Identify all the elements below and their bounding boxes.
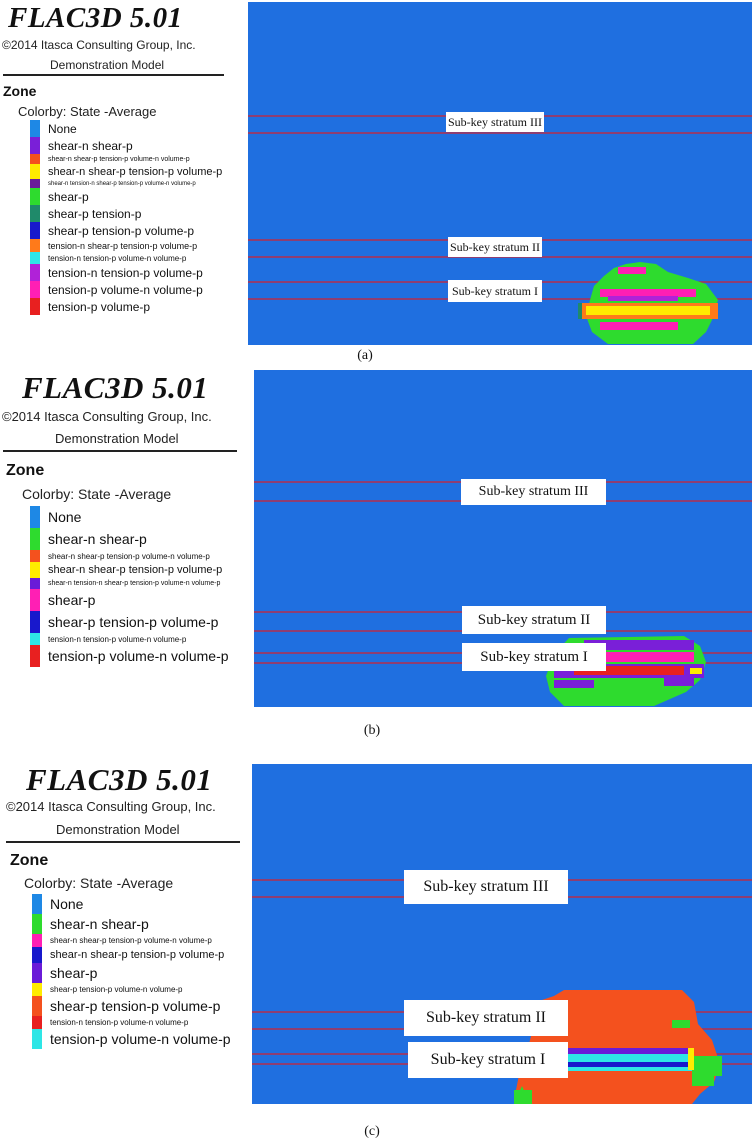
- stratum-label-ii: Sub-key stratum II: [448, 237, 542, 257]
- legend-swatch: [30, 645, 40, 667]
- legend-swatch: [30, 164, 40, 179]
- panel-b: [0, 370, 754, 748]
- legend-swatch: [30, 298, 40, 315]
- legend-label: shear-n shear-p tension-p volume-p: [48, 564, 223, 576]
- copyright-text: ©2014 Itasca Consulting Group, Inc.: [2, 38, 196, 52]
- legend-swatch: [30, 154, 40, 164]
- legend-item: [30, 137, 222, 154]
- failure-zone-band: [578, 303, 582, 319]
- legend-swatch: [30, 252, 40, 264]
- stratum-label-i: Sub-key stratum I: [462, 643, 606, 671]
- legend-swatch: [30, 550, 40, 562]
- legend-label: shear-n shear-p tension-p volume-n volume-p: [48, 155, 190, 163]
- legend-swatch: [32, 914, 42, 934]
- zone-heading: Zone: [10, 852, 49, 869]
- legend-item: [32, 894, 231, 914]
- colorby-label: Colorby: State -Average: [18, 104, 157, 119]
- stratum-label-i: Sub-key stratum I: [408, 1042, 568, 1078]
- legend-item: [30, 205, 222, 222]
- legend-swatch: [30, 611, 40, 633]
- stratum-label-iii: Sub-key stratum III: [404, 870, 568, 904]
- failure-zone-band: [618, 267, 646, 274]
- legend-item: [32, 996, 231, 1016]
- demonstration-model-label: Demonstration Model: [50, 58, 165, 72]
- legend-swatch: [30, 188, 40, 205]
- zone-heading: Zone: [3, 83, 37, 99]
- legend-swatch: [30, 264, 40, 281]
- copyright-text: ©2014 Itasca Consulting Group, Inc.: [6, 799, 216, 814]
- legend-swatch: [32, 894, 42, 914]
- legend-label: shear-n shear-p tension-p volume-p: [48, 165, 223, 178]
- legend-divider: [6, 841, 240, 843]
- panel-caption: (b): [363, 723, 381, 738]
- legend-item: [30, 239, 222, 252]
- legend-label: shear-n shear-p tension-p volume-n volume-p: [50, 936, 212, 945]
- legend-divider: [3, 450, 237, 452]
- failure-zone-band: [552, 1048, 692, 1054]
- legend-item: [30, 562, 229, 578]
- legend-swatch: [30, 222, 40, 239]
- stratum-label-ii: Sub-key stratum II: [462, 606, 606, 634]
- legend-item: [30, 154, 222, 164]
- legend-item: [32, 983, 231, 996]
- legend-item: [32, 963, 231, 983]
- legend-label: tension-p volume-n volume-p: [50, 1031, 231, 1047]
- legend-item: [32, 1016, 231, 1029]
- legend-item: [30, 264, 222, 281]
- legend-item: [30, 164, 222, 179]
- legend-divider: [3, 74, 224, 76]
- legend-label: shear-p tension-p volume-n volume-p: [50, 985, 183, 994]
- legend-item: [32, 934, 231, 947]
- failure-zone-band: [664, 678, 694, 686]
- demonstration-model-label: Demonstration Model: [56, 822, 180, 837]
- legend-swatch: [30, 578, 40, 589]
- failure-zone-band: [552, 1067, 692, 1071]
- failure-zone-band: [552, 1054, 692, 1062]
- legend-item: [30, 252, 222, 264]
- legend-item: [30, 528, 229, 550]
- legend-label: tension-p volume-n volume-p: [48, 648, 229, 664]
- colorby-label: Colorby: State -Average: [24, 875, 174, 891]
- legend-label: tension-n shear-p tension-p volume-p: [48, 240, 198, 251]
- failure-zone-band: [552, 1062, 692, 1067]
- legend-label: tension-n tension-p volume-n volume-p: [48, 253, 187, 263]
- failure-zone-band: [672, 1020, 690, 1028]
- stratum-label-i: Sub-key stratum I: [448, 280, 542, 302]
- legend-label: shear-p tension-p volume-p: [48, 223, 195, 238]
- legend-swatch: [30, 528, 40, 550]
- panel-caption: (a): [357, 348, 373, 363]
- legend-label: shear-p: [50, 965, 98, 981]
- legend-item: [30, 506, 229, 528]
- failure-zone-band: [608, 296, 678, 301]
- legend-label: shear-n tension-n shear-p tension-p volume-n volume-p: [48, 180, 196, 187]
- panel-caption: (c): [364, 1124, 380, 1139]
- legend-label: tension-p volume-n volume-p: [48, 282, 203, 297]
- legend-label: tension-n tension-p volume-n volume-p: [48, 634, 187, 644]
- legend-swatch: [30, 205, 40, 222]
- legend-item: [30, 578, 229, 589]
- legend-list: [32, 894, 231, 1049]
- stratum-label-iii: Sub-key stratum III: [446, 112, 544, 132]
- legend-item: [30, 645, 229, 667]
- failure-zone-band: [600, 289, 696, 297]
- legend-swatch: [32, 1016, 42, 1029]
- legend-swatch: [30, 633, 40, 645]
- legend-item: [30, 222, 222, 239]
- stratum-label-ii: Sub-key stratum II: [404, 1000, 568, 1036]
- legend-label: shear-n shear-p: [48, 138, 133, 153]
- legend-item: [32, 914, 231, 934]
- legend-list: [30, 506, 229, 667]
- legend-swatch: [30, 562, 40, 578]
- legend-item: [30, 611, 229, 633]
- failure-zone-band: [600, 322, 678, 330]
- legend-swatch: [30, 506, 40, 528]
- legend-swatch: [30, 281, 40, 298]
- legend-item: [30, 633, 229, 645]
- legend-item: [30, 120, 222, 137]
- legend-label: shear-n shear-p: [50, 916, 149, 932]
- legend-label: shear-n shear-p tension-p volume-n volume-p: [48, 551, 210, 561]
- panel-a: [0, 0, 754, 372]
- demonstration-model-label: Demonstration Model: [55, 431, 179, 446]
- legend-label: tension-n tension-p volume-p: [48, 265, 203, 280]
- legend-label: None: [48, 121, 77, 136]
- failure-zone-band: [692, 1076, 714, 1086]
- legend-label: shear-p: [48, 189, 89, 204]
- legend-swatch: [30, 589, 40, 611]
- legend-label: shear-p tension-p volume-p: [50, 998, 221, 1014]
- legend-swatch: [32, 996, 42, 1016]
- legend-swatch: [32, 947, 42, 963]
- legend-swatch: [30, 239, 40, 252]
- legend-label: shear-p tension-p: [48, 206, 142, 221]
- legend-label: tension-n tension-p volume-n volume-p: [50, 1018, 189, 1027]
- legend-swatch: [30, 137, 40, 154]
- legend-label: shear-n tension-n shear-p tension-p volume-n volume-p: [48, 580, 221, 587]
- legend-label: None: [50, 896, 84, 912]
- panel-c: [0, 758, 754, 1144]
- failure-zone-band: [514, 1090, 532, 1104]
- failure-zone-band: [692, 1056, 722, 1076]
- software-title: FLAC3D 5.01: [22, 370, 209, 405]
- legend-label: None: [48, 509, 82, 525]
- legend-label: shear-p: [48, 592, 96, 608]
- legend-swatch: [32, 983, 42, 996]
- legend-item: [30, 298, 222, 315]
- failure-zone-band: [688, 1048, 694, 1070]
- software-title: FLAC3D 5.01: [26, 762, 213, 797]
- legend-swatch: [32, 934, 42, 947]
- legend-item: [30, 179, 222, 188]
- legend-item: [30, 281, 222, 298]
- legend-item: [30, 589, 229, 611]
- failure-zone-band: [554, 680, 594, 688]
- legend-label: shear-p tension-p volume-p: [48, 614, 219, 630]
- copyright-text: ©2014 Itasca Consulting Group, Inc.: [2, 409, 212, 424]
- legend-swatch: [30, 179, 40, 188]
- legend-label: shear-n shear-p: [48, 531, 147, 547]
- legend-item: [32, 947, 231, 963]
- failure-zone-band: [586, 306, 710, 315]
- stratum-label-iii: Sub-key stratum III: [461, 479, 606, 505]
- legend-swatch: [30, 120, 40, 137]
- legend-swatch: [32, 963, 42, 983]
- legend-label: tension-p volume-p: [48, 299, 151, 314]
- legend-item: [30, 188, 222, 205]
- software-title: FLAC3D 5.01: [8, 2, 183, 34]
- legend-item: [30, 550, 229, 562]
- legend-item: [32, 1029, 231, 1049]
- legend-list: [30, 120, 222, 315]
- zone-heading: Zone: [6, 462, 45, 479]
- legend-swatch: [32, 1029, 42, 1049]
- colorby-label: Colorby: State -Average: [22, 486, 172, 502]
- legend-label: shear-n shear-p tension-p volume-p: [50, 949, 225, 961]
- failure-zone-band: [690, 668, 702, 674]
